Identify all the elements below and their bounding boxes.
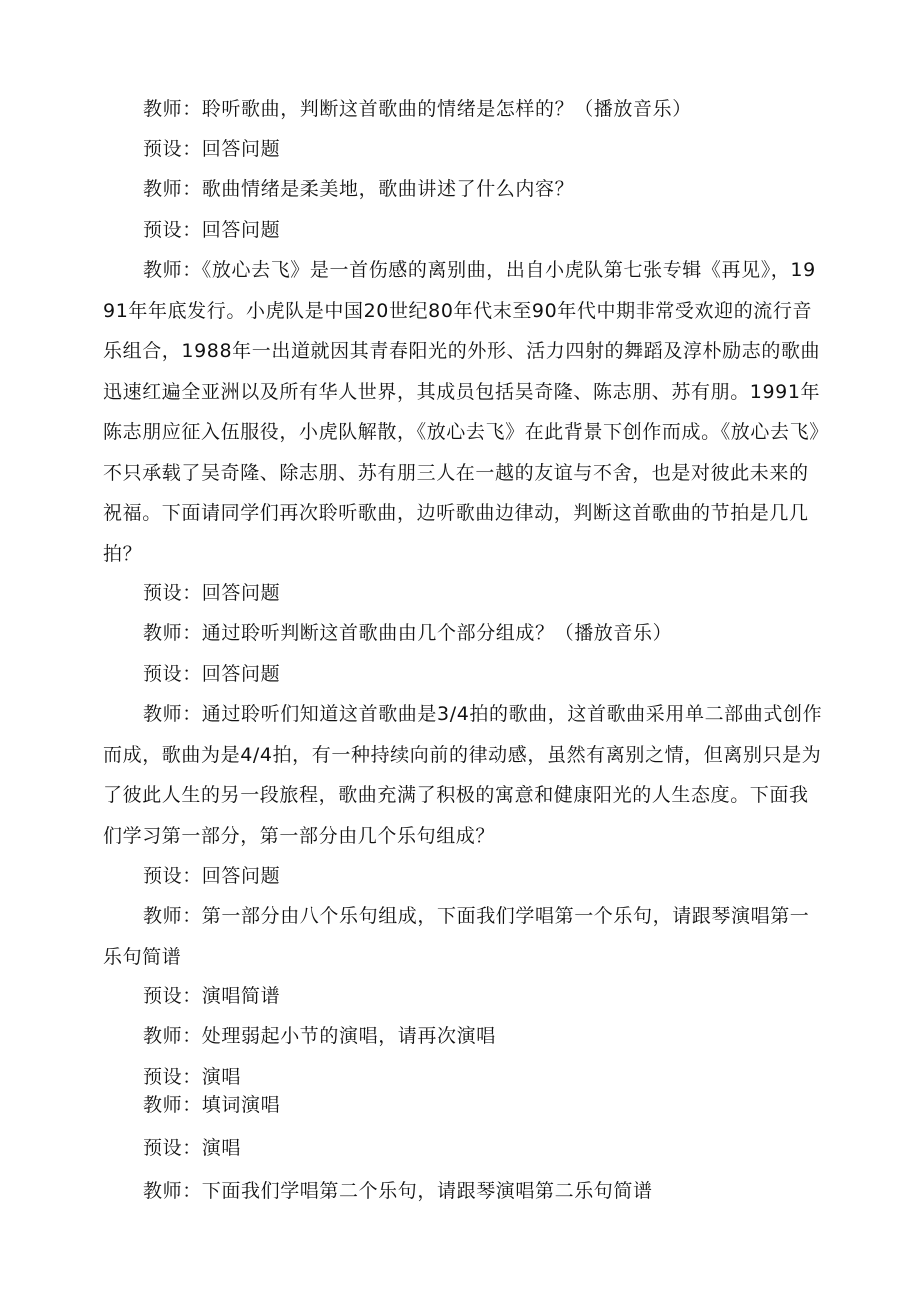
paragraph-teacher-2: 教师：歌曲情绪是柔美地，歌曲讲述了什么内容？	[143, 178, 575, 200]
paragraph-preset-6: 预设：演唱简谱	[143, 985, 281, 1007]
paragraph-teacher-6: 教师：第一部分由八个乐句组成，下面我们学唱第一个乐句，请跟琴演唱第一乐句简谱	[103, 905, 810, 968]
paragraph-preset-8: 预设：演唱	[143, 1137, 242, 1159]
paragraph-preset-1: 预设：回答问题	[143, 138, 281, 160]
paragraph-teacher-7: 教师：处理弱起小节的演唱，请再次演唱	[143, 1025, 496, 1047]
paragraph-teacher-1: 教师：聆听歌曲，判断这首歌曲的情绪是怎样的？（播放音乐）	[143, 98, 692, 120]
paragraph-teacher-8: 教师：填词演唱	[143, 1094, 281, 1116]
paragraph-preset-2: 预设：回答问题	[143, 219, 281, 241]
paragraph-preset-5: 预设：回答问题	[143, 865, 281, 887]
paragraph-teacher-3: 教师：《放心去飞》是一首伤感的离别曲，出自小虎队第七张专辑《再见》，1991年年底发行。小虎队是中国20世纪80年代末至90年代中期非常受欢迎的流行音乐组合，1988年一出道就因其青春阳光的外形、活力四射的舞蹈及淳朴励志的歌曲迅速红遍全亚洲以及所有华人世界，其成员包括吴奇隆、陈志朋、苏有朋。1991年陈志朋应征入伍服役，小虎队解散，《放心去飞》在此背景下创作而成。《放心去飞》不只承载了吴奇隆、除志朋、苏有朋三人在一越的友谊与不舍，也是对彼此未来的祝福。下面请同学们再次聆听歌曲，边听歌曲边律动，判断这首歌曲的节拍是几几拍？	[103, 259, 821, 565]
paragraph-teacher-4: 教师：通过聆听判断这首歌曲由几个部分组成？（播放音乐）	[143, 622, 673, 644]
paragraph-teacher-9: 教师：下面我们学唱第二个乐句，请跟琴演唱第二乐句简谱	[143, 1180, 653, 1202]
paragraph-preset-3: 预设：回答问题	[143, 582, 281, 604]
paragraph-teacher-5: 教师：通过聆听们知道这首歌曲是3/4拍的歌曲，这首歌曲采用单二部曲式创作而成，歌曲为是4/4拍，有一种持续向前的律动感，虽然有离别之情，但离别只是为了彼此人生的另一段旅程，歌曲充满了积极的寓意和健康阳光的人生态度。下面我们学习第一部分，第一部分由几个乐句组成？	[103, 703, 823, 847]
paragraph-preset-7: 预设：演唱	[143, 1066, 242, 1088]
paragraph-preset-4: 预设：回答问题	[143, 663, 281, 685]
